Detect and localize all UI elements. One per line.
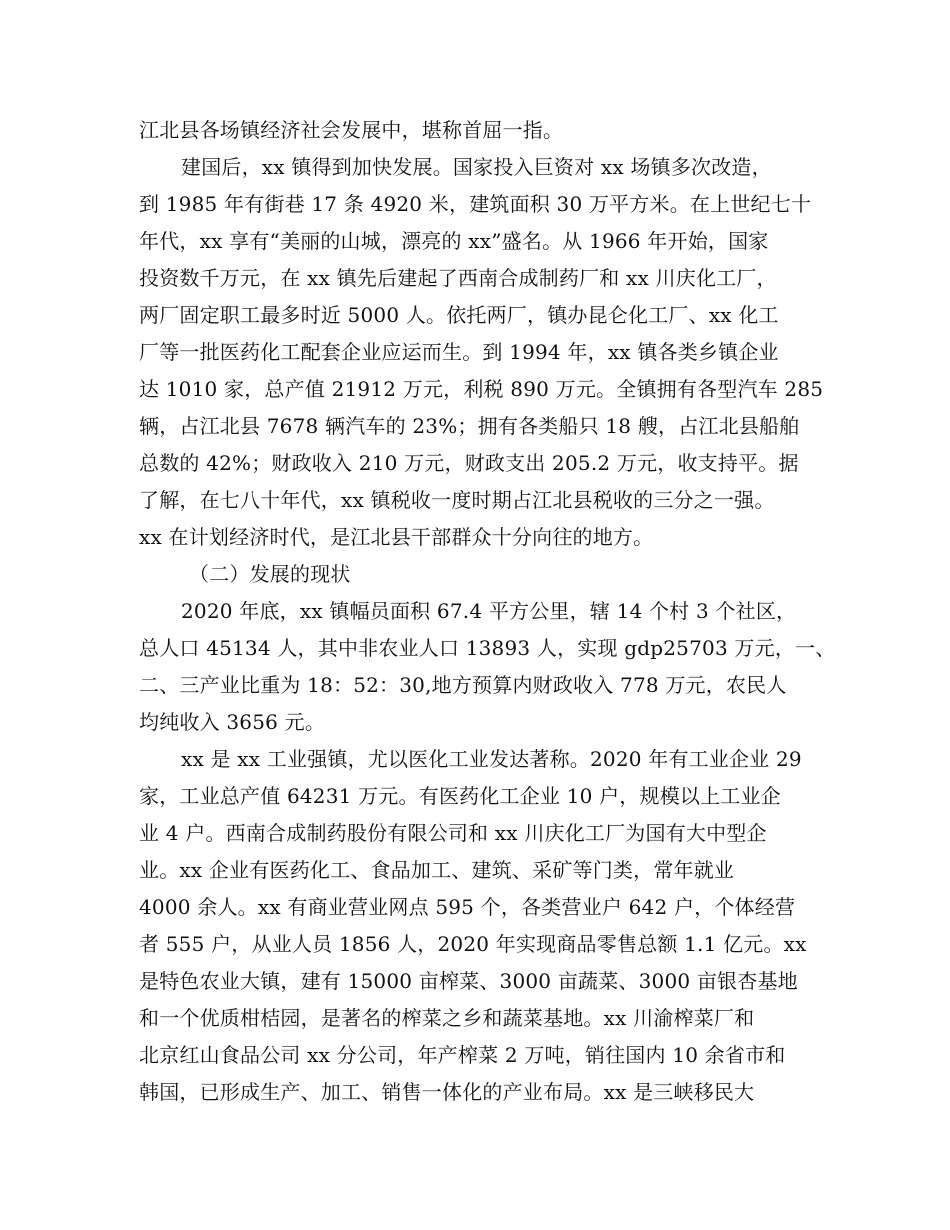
paragraph-line: 业。xx 企业有医药化工、食品加工、建筑、采矿等门类，常年就业 xyxy=(139,858,735,882)
paragraph-line: 4000 余人。xx 有商业营业网点 595 个，各类营业户 642 户，个体经营 xyxy=(139,895,796,919)
paragraph-line: 二、三产业比重为 18：52：30,地方预算内财政收入 778 万元，农民人 xyxy=(139,673,787,697)
paragraph-line: 2020 年底，xx 镇幅员面积 67.4 平方公里，辖 14 个村 3 个社区， xyxy=(181,599,797,623)
paragraph-line: 达 1010 家，总产值 21912 万元，利税 890 万元。全镇拥有各型汽车 285 xyxy=(139,377,824,401)
paragraph-line: 业 4 户。西南合成制药股份有限公司和 xx 川庆化工厂为国有大中型企 xyxy=(139,821,767,845)
paragraph-line: 均纯收入 3656 元。 xyxy=(139,710,326,734)
paragraph-line: 总数的 42%；财政收入 210 万元，财政支出 205.2 万元，收支持平。据 xyxy=(139,451,799,475)
paragraph-line: 辆，占江北县 7678 辆汽车的 23%；拥有各类船只 18 艘，占江北县船舶 xyxy=(139,414,800,438)
paragraph-line: 江北县各场镇经济社会发展中，堪称首屈一指。 xyxy=(139,118,564,142)
paragraph-line: 厂等一批医药化工配套企业应运而生。到 1994 年，xx 镇各类乡镇企业 xyxy=(139,340,779,364)
paragraph-line: 总人口 45134 人，其中非农业人口 13893 人，实现 gdp25703 万元，一、 xyxy=(139,636,836,660)
section-heading: （二）发展的现状 xyxy=(189,562,351,586)
paragraph-line: 年代，xx 享有“美丽的山城，漂亮的 xx”盛名。从 1966 年开始，国家 xyxy=(139,229,769,253)
paragraph-line: 北京红山食品公司 xx 分公司，年产榨菜 2 万吨，销往国内 10 余省市和 xyxy=(139,1043,786,1067)
paragraph-line: 到 1985 年有街巷 17 条 4920 米，建筑面积 30 万平方米。在上世纪七十 xyxy=(139,192,812,216)
paragraph-line: 者 555 户，从业人员 1856 人，2020 年实现商品零售总额 1.1 亿元。xx xyxy=(139,932,807,956)
document-body-text xyxy=(139,112,836,1111)
paragraph-line: 韩国，已形成生产、加工、销售一体化的产业布局。xx 是三峡移民大 xyxy=(139,1080,755,1104)
paragraph-line: xx 在计划经济时代，是江北县干部群众十分向往的地方。 xyxy=(139,525,654,549)
paragraph-line: 家，工业总产值 64231 万元。有医药化工企业 10 户，规模以上工业企 xyxy=(139,784,781,808)
paragraph-line: 投资数千万元，在 xx 镇先后建起了西南合成制药厂和 xx 川庆化工厂， xyxy=(139,266,777,290)
paragraph-line: xx 是 xx 工业强镇，尤以医化工业发达著称。2020 年有工业企业 29 xyxy=(181,747,802,771)
paragraph-line: 建国后，xx 镇得到加快发展。国家投入巨资对 xx 场镇多次改造， xyxy=(181,155,772,179)
paragraph-line: 了解，在七八十年代，xx 镇税收一度时期占江北县税收的三分之一强。 xyxy=(139,488,775,512)
paragraph-line: 两厂固定职工最多时近 5000 人。依托两厂，镇办昆仑化工厂、xx 化工 xyxy=(139,303,779,327)
paragraph-line: 和一个优质柑桔园，是著名的榨菜之乡和蔬菜基地。xx 川渝榨菜厂和 xyxy=(139,1006,755,1030)
paragraph-line: 是特色农业大镇，建有 15000 亩榨菜、3000 亩蔬菜、3000 亩银杏基地 xyxy=(139,969,798,993)
